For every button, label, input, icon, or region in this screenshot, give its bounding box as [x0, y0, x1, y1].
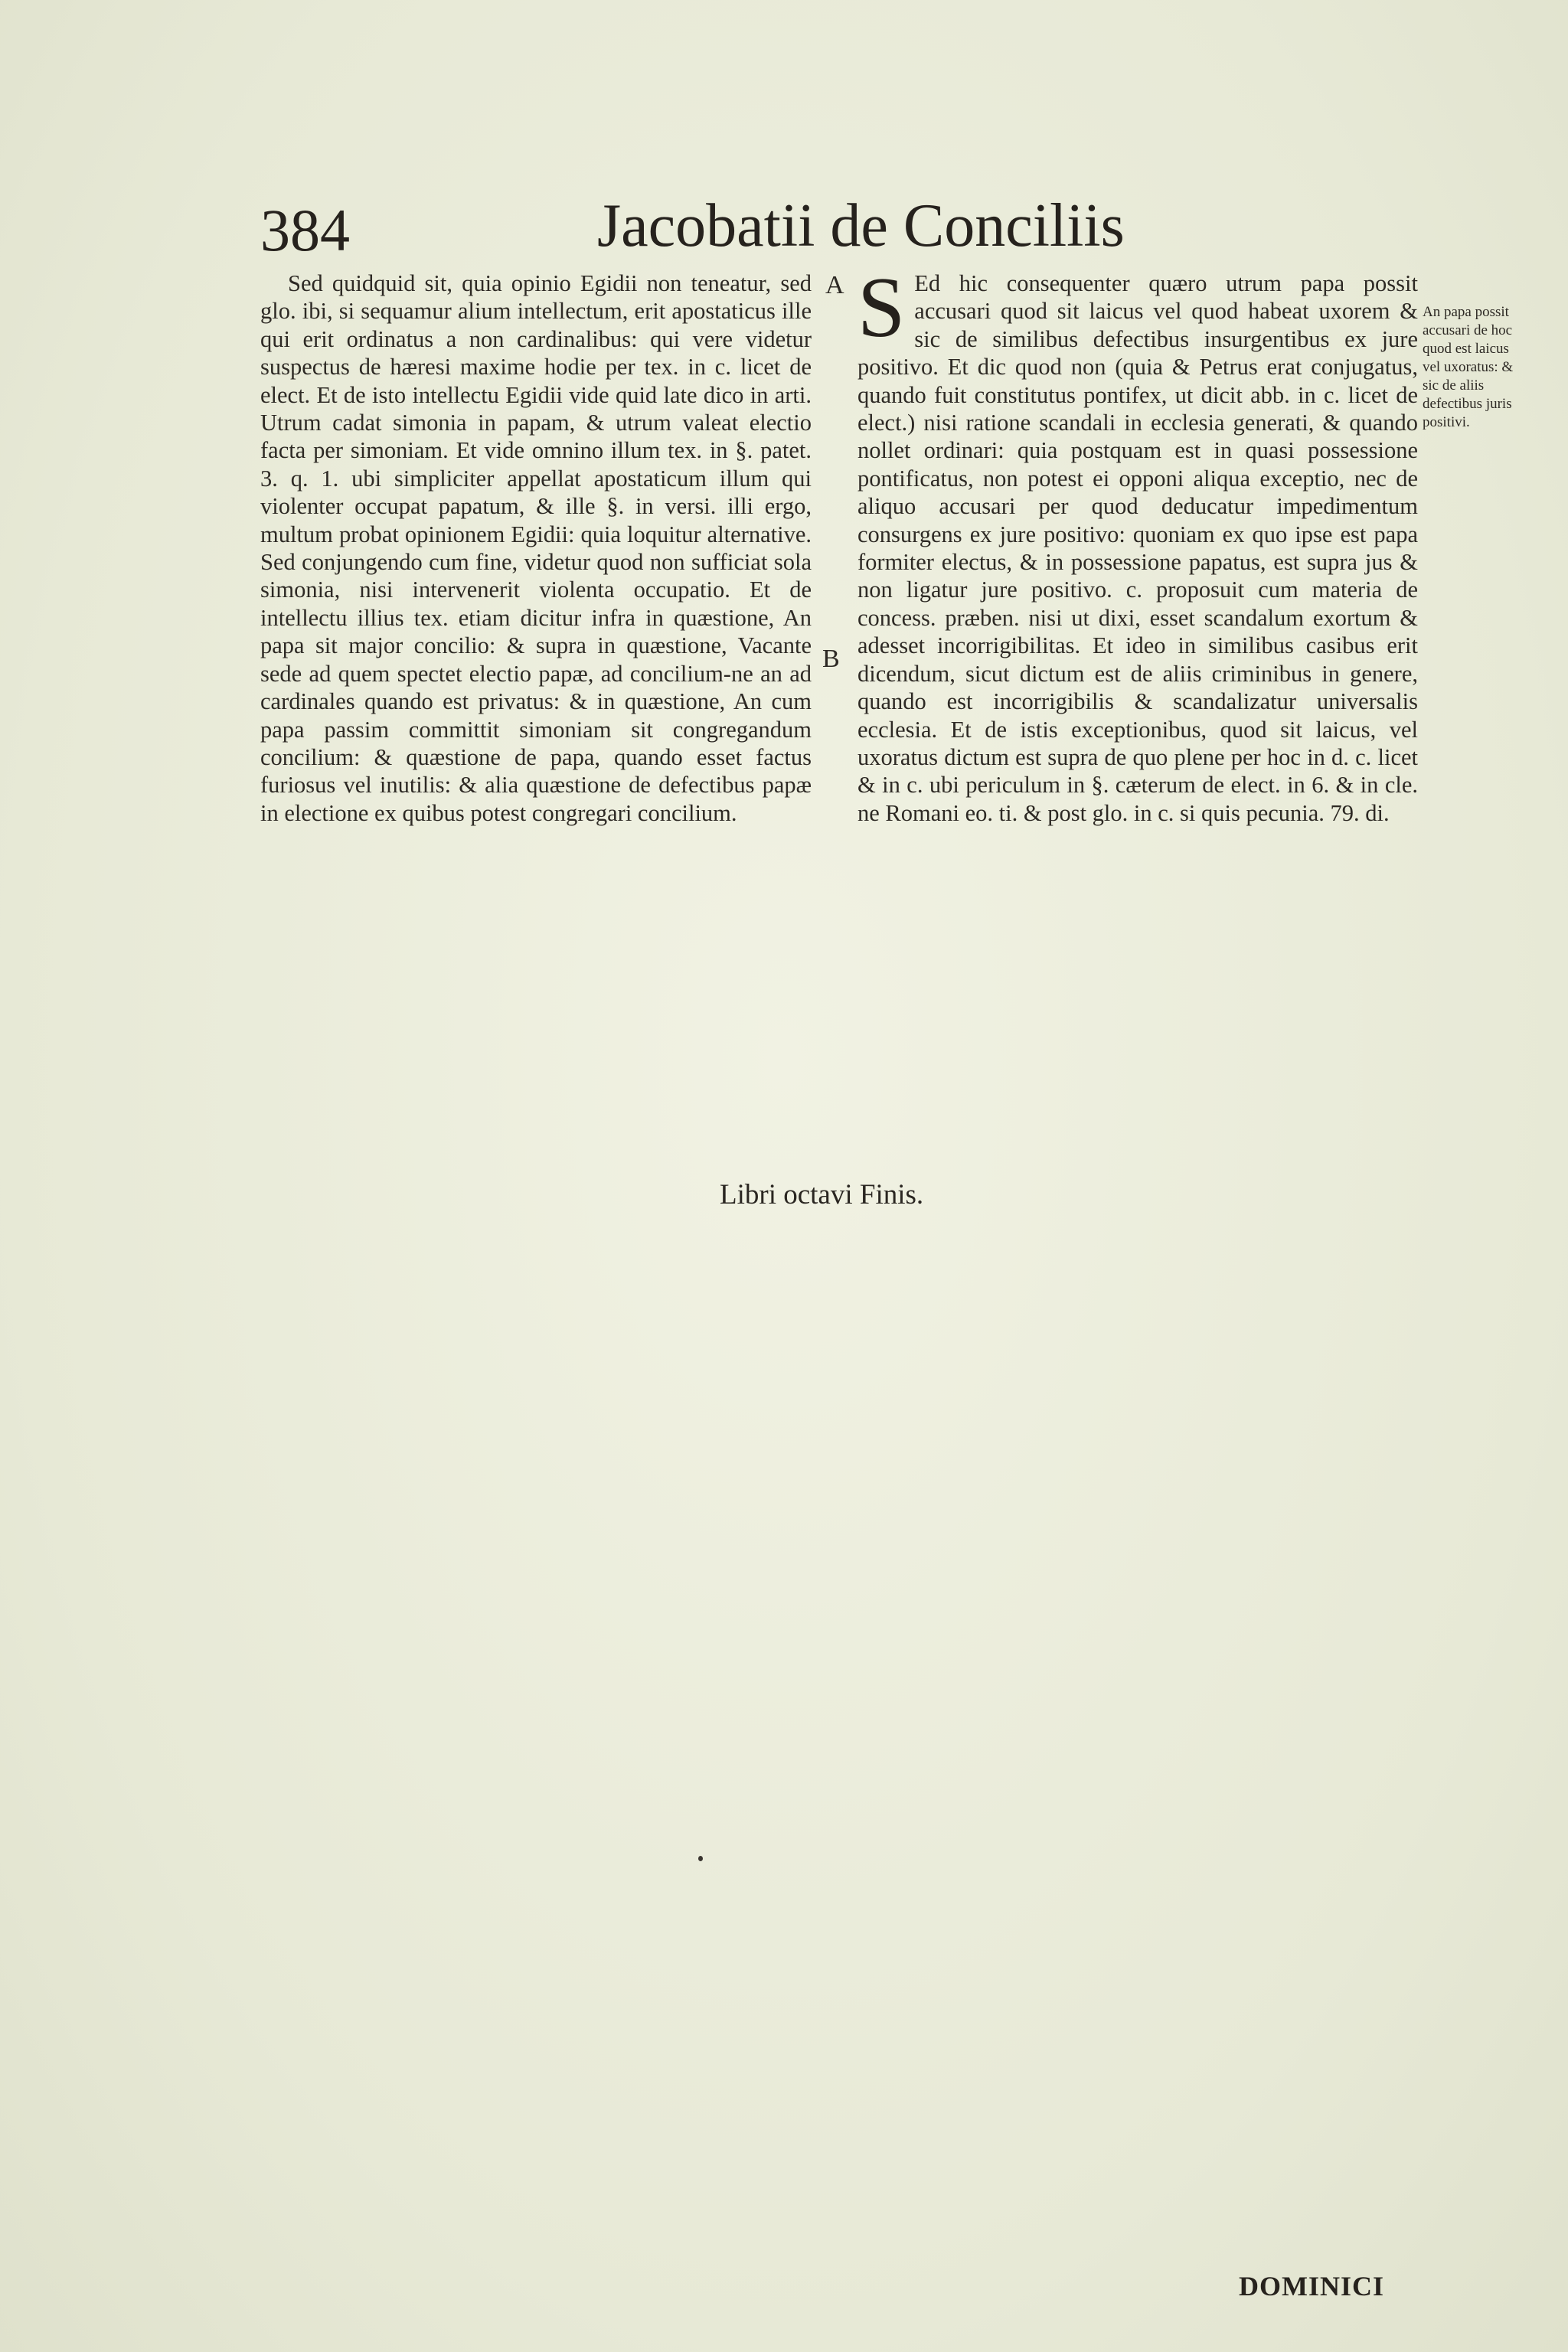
section-marker-a: A [825, 271, 844, 299]
left-column-paragraph: Sed quidquid sit, quia opinio Egidii non teneatur, sed glo. ibi, si sequamur alium intellectum, erit apostaticus ille qui erit ordinatus a non cardinalibus: qui vere videtur suspectus de hæresi maxime hodie per tex. in c. licet de elect. Et de isto intellectu Egidii vide quid late dico in arti. Utrum cadat simonia in papam, & utrum valeat electio facta per simoniam. Et vide omnino illum tex. in §. patet. 3. q. 1. ubi simpliciter appellat apostaticum illum qui violenter occupat papatum, & ille §. in versi. illi ergo, multum probat opinionem Egidii: quia loquitur alternative. Sed conjungendo cum fine, videtur quod non sufficiat sola simonia, nisi intervenerit violenta occupatio. Et de intellectu illius tex. etiam dicitur infra in quæstione, An papa sit major concilio: & supra in quæstione, Vacante sede ad quem spectet electio papæ, ad concilium-ne an ad cardinales quando est privatus: & in quæstione, An cum papa passim committit simoniam sit congregandum concilium: & quæstione de papa, quando esset factus furiosus vel inutilis: & alia quæstione de defectibus papæ in electione ex quibus potest congregari concilium. [260, 270, 812, 826]
right-text-column [858, 260, 1418, 827]
left-text-column [260, 270, 812, 827]
drop-cap: S [858, 260, 906, 355]
paper-speck [698, 1856, 703, 1861]
right-column-paragraph: Ed hic consequenter quæro utrum papa possit accusari quod sit laicus vel quod habeat uxorem & sic de similibus defectibus insurgentibus ex jure positivo. Et dic quod non (quia & Petrus erat conjugatus, quando fuit constitutus pontifex, ut dicit abb. in c. licet de elect.) nisi ratione scandali in ecclesia generati, & quando nollet ordinari: quia postquam est in quasi possessione pontificatus, non potest ei opponi aliqua exceptio, nec de aliquo accusari per quod deducatur impedimentum consurgens ex jure positivo: quoniam ex quo ipse est papa formiter electus, & in possessione papatus, est supra jus & non ligatur jure positivo. c. proposuit cum materia de concess. præben. nisi ut dixi, esset scandalum exortum & adesset incorrigibilitas. Et ideo in similibus casibus erit dicendum, sicut dictum est de aliis criminibus in genere, quando est incorrigibilis & scandalizatur universalis ecclesia. Et de istis exceptionibus, quod sit laicus, vel uxoratus dictum est supra de quo plene per hoc in d. c. licet & in c. ubi periculum in §. cæterum de elect. in 6. & in cle. ne Romani eo. ti. & post glo. in c. si quis pecunia. 79. di. [858, 270, 1418, 826]
page-number: 384 [260, 197, 350, 263]
book-end-note: Libri octavi Finis. [720, 1179, 924, 1210]
running-title: Jacobatii de Conciliis [597, 192, 1125, 260]
marginal-note: An papa possit accusari de hoc quod est laicus vel uxoratus: & sic de aliis defectibus juris positivi. [1423, 304, 1514, 430]
section-marker-b: B [822, 645, 840, 673]
catchword: DOMINICI [1239, 2271, 1385, 2301]
